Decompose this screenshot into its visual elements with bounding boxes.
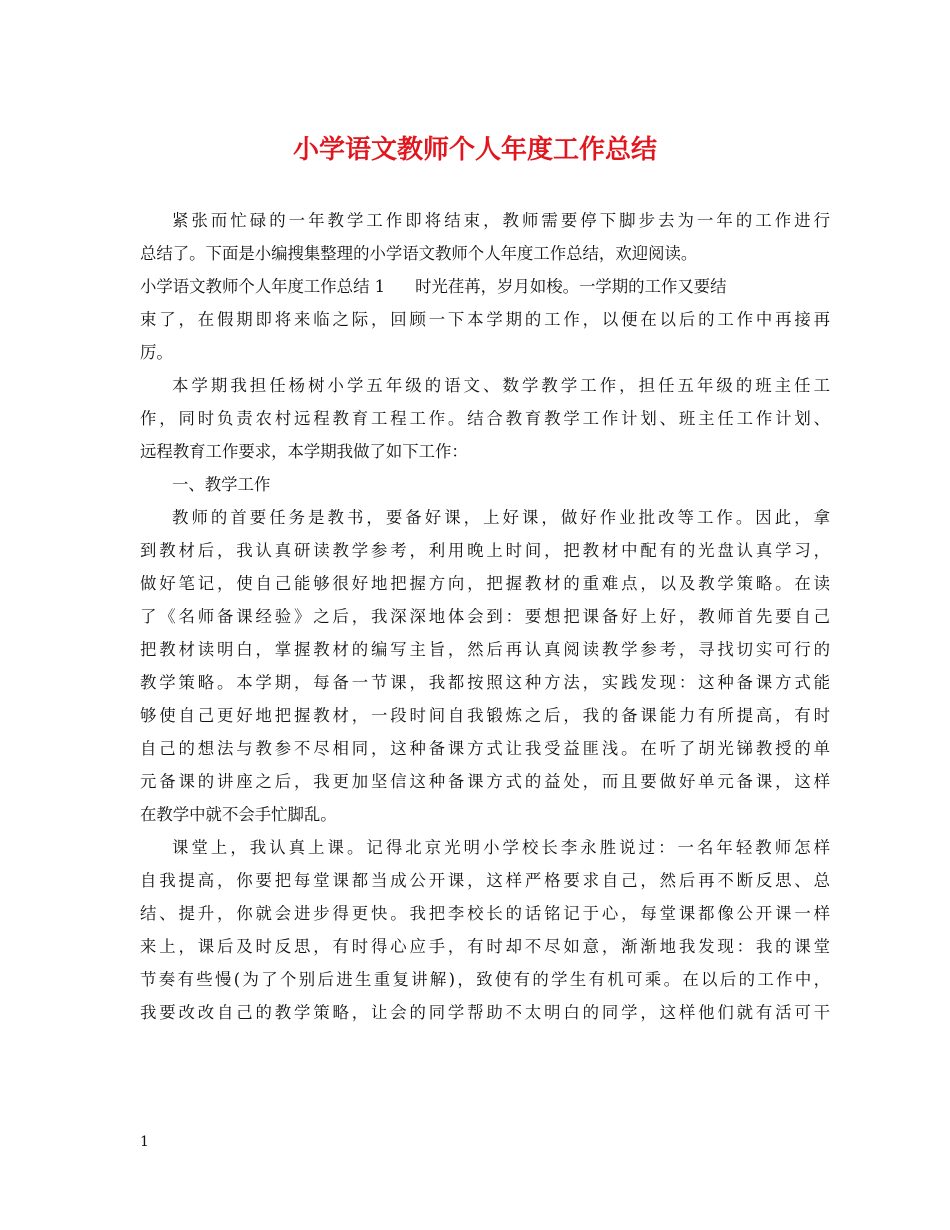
text-line: 元备课的讲座之后，我更加坚信这种备课方式的益处，而且要做好单元备课，这样 [140,772,830,791]
text-line: 到教材后，我认真研读教学参考，利用晚上时间，把教材中配有的光盘认真学习， [140,541,830,560]
text-line: 自己的想法与教参不尽相同，这种备课方式让我受益匪浅。在听了胡光锑教授的单 [140,739,830,758]
text-line: 一、教学工作 [172,475,271,494]
text-line: 教师的首要任务是教书，要备好课，上好课，做好作业批改等工作。因此，拿 [172,508,830,527]
text-line: 总结了。下面是小编搜集整理的小学语文教师个人年度工作总结，欢迎阅读。 [140,244,698,263]
line-text: 时光荏苒，岁月如梭。一学期的工作又要结 [415,277,727,296]
text-line: 在教学中就不会手忙脚乱。 [140,805,337,824]
text-line: 了《名师备课经验》之后，我深深地体会到：要想把课备好上好，教师首先要自己 [140,607,830,626]
text-line: 自我提高，你要把每堂课都当成公开课，这样严格要求自己，然后再不断反思、总 [140,871,830,890]
text-line: 束了，在假期即将来临之际，回顾一下本学期的工作，以便在以后的工作中再接再 [140,310,830,329]
document-title: 小学语文教师个人年度工作总结 [292,135,657,165]
text-line: 把教材读明白，掌握教材的编写主旨，然后再认真阅读教学参考，寻找切实可行的 [140,640,830,659]
text-line [140,270,830,303]
text-line: 做好笔记，使自己能够很好地把握方向，把握教材的重难点，以及教学策略。在读 [140,574,830,593]
page-number: 1 [140,1134,149,1150]
text-line: 我要改改自己的教学策略，让会的同学帮助不太明白的同学，这样他们就有活可干 [140,1003,830,1022]
text-line: 够使自己更好地把握教材，一段时间自我锻炼之后，我的备课能力有所提高，有时 [140,706,830,725]
text-line: 本学期我担任杨树小学五年级的语文、数学教学工作，担任五年级的班主任工 [172,376,830,395]
text-line: 节奏有些慢(为了个别后进生重复讲解)，致使有的学生有机可乘。在以后的工作中， [140,970,830,989]
section-heading: 小学语文教师个人年度工作总结 1 [140,277,386,296]
text-line: 教学策略。本学期，每备一节课，我都按照这种方法，实践发现：这种备课方式能 [140,673,830,692]
text-line: 作，同时负责农村远程教育工程工作。结合教育教学工作计划、班主任工作计划、 [140,409,830,428]
text-line: 厉。 [140,343,173,362]
text-line: 课堂上，我认真上课。记得北京光明小学校长李永胜说过：一名年轻教师怎样 [172,838,830,857]
text-line: 结、提升，你就会进步得更快。我把李校长的话铭记于心，每堂课都像公开课一样 [140,904,830,923]
text-line: 远程教育工作要求，本学期我做了如下工作： [140,442,468,461]
text-line: 来上，课后及时反思，有时得心应手，有时却不尽如意，渐渐地我发现：我的课堂 [140,937,830,956]
text-line: 紧张而忙碌的一年教学工作即将结束，教师需要停下脚步去为一年的工作进行 [172,211,830,230]
